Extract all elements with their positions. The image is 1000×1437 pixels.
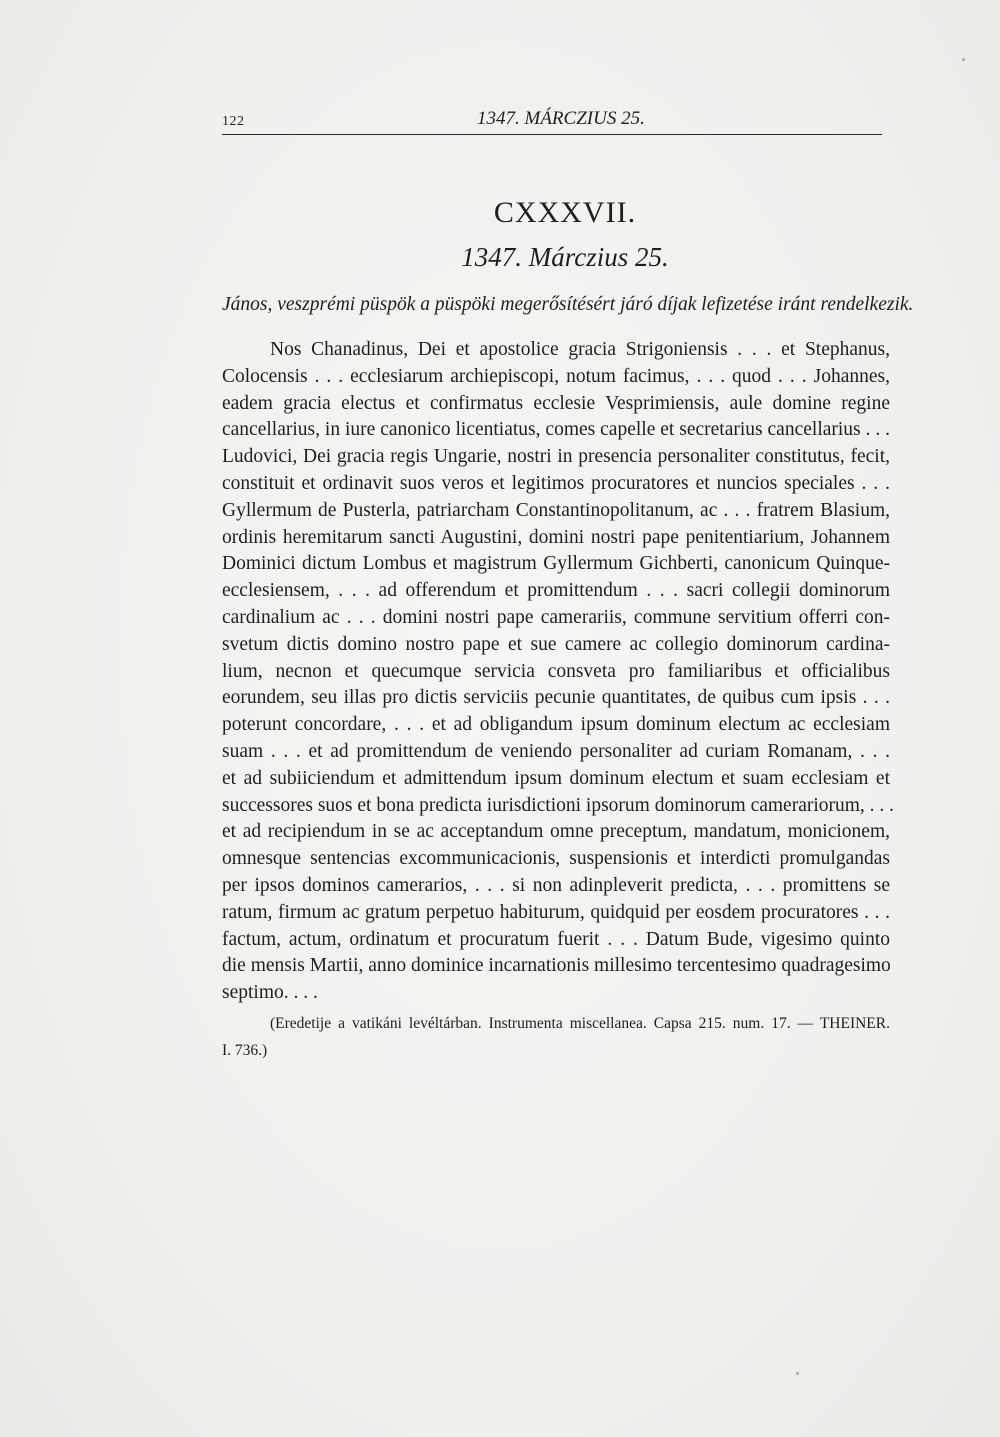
body-line: per ipsos dominos camerarios, . . . si non adinpleverit predicta, . . . promittens se — [222, 874, 890, 896]
body-line: ecclesiensem, . . . ad offerendum et promittendum . . . sacri collegii dominorum — [222, 580, 890, 602]
body-line: poterunt concordare, . . . et ad obligandum ipsum dominum electum ac ecclesiam — [222, 714, 890, 736]
source-note — [222, 1010, 890, 1064]
body-line: omnesque sentencias excommunicacionis, suspensionis et interdicti promulgandas — [222, 848, 890, 870]
body-line: Gyllermum de Pusterla, patriarcham Constantinopolitanum, ac . . . fratrem Blasium, — [222, 499, 890, 521]
body-line: eadem gracia electus et confirmatus ecclesie Vesprimiensis, aule domine regine — [222, 392, 890, 414]
page-number: 122 — [222, 114, 245, 129]
body-line: et ad subiiciendum et admittendum ipsum dominum electum et suam ecclesiam et — [222, 767, 890, 789]
body-line: eorundem, seu illas pro dictis serviciis pecunie quantitates, de quibus cum ipsis . . . — [222, 687, 890, 709]
body-line: constituit et ordinavit suos veros et legitimos procuratores et nuncios speciales . . . — [222, 472, 890, 494]
body-line: die mensis Martii, anno dominice incarnationis millesimo tercentesimo quadragesimo — [222, 955, 891, 977]
document-date: 1347. Márczius 25. — [461, 242, 669, 272]
body-line: suam . . . et ad promittendum de veniendo personaliter ad curiam Romanam, . . . — [222, 740, 890, 762]
body-line: et ad recipiendum in se ac acceptandum omne preceptum, mandatum, monicionem, — [222, 821, 890, 843]
source-note-line: (Eredetije a vatikáni levéltárban. Instrumenta miscellanea. Capsa 215. num. 17. — THEINER. — [270, 1015, 890, 1032]
running-title: 1347. MÁRCZIUS 25. — [477, 108, 645, 129]
body-line: Ludovici, Dei gracia regis Ungarie, nostri in presencia personaliter constitutus, fecit, — [222, 446, 890, 468]
body-line: successores suos et bona predicta iurisdictioni ipsorum dominorum camerariorum, . . . — [222, 794, 895, 816]
document-number: CXXXVII. — [493, 196, 637, 229]
document-body — [222, 337, 895, 1007]
body-line: Nos Chanadinus, Dei et apostolice gracia Strigoniensis . . . et Stephanus, — [270, 339, 890, 360]
body-line: svetum dictis domino nostro pape et sue camere ac collegio dominorum cardina- — [222, 633, 890, 655]
document-summary: János, veszprémi püspök a püspöki megerősítésért járó díjak lefizetése iránt rendelkezik. — [222, 294, 914, 315]
body-line: cardinalium ac . . . domini nostri pape camerariis, commune servitium offerri con- — [222, 606, 890, 628]
body-line: Colocensis . . . ecclesiarum archiepiscopi, notum facimus, . . . quod . . . Johannes, — [222, 365, 890, 387]
body-line: ordinis heremitarum sancti Augustini, domini nostri pape penitentiarium, Johannem — [222, 526, 890, 548]
paper-speck — [796, 1372, 799, 1375]
body-line: septimo. . . . — [222, 982, 318, 1004]
body-line: ratum, firmum ac gratum perpetuo habiturum, quidquid per eosdem procuratores . . . — [222, 901, 890, 923]
paper-speck — [962, 58, 965, 61]
running-head — [222, 108, 882, 135]
body-line: lium, necnon et quecumque servicia consveta pro familiaribus et officialibus — [222, 660, 890, 682]
body-line: Dominici dictum Lombus et magistrum Gyllermum Gichberti, canonicum Quinque- — [222, 553, 890, 575]
body-line: cancellarius, in iure canonico licentiatus, comes capelle et secretarius cancellarius . . . — [222, 419, 890, 441]
body-line: factum, actum, ordinatum et procuratum fuerit . . . Datum Bude, vigesimo quinto — [222, 928, 890, 950]
source-note-line: I. 736.) — [222, 1042, 268, 1059]
